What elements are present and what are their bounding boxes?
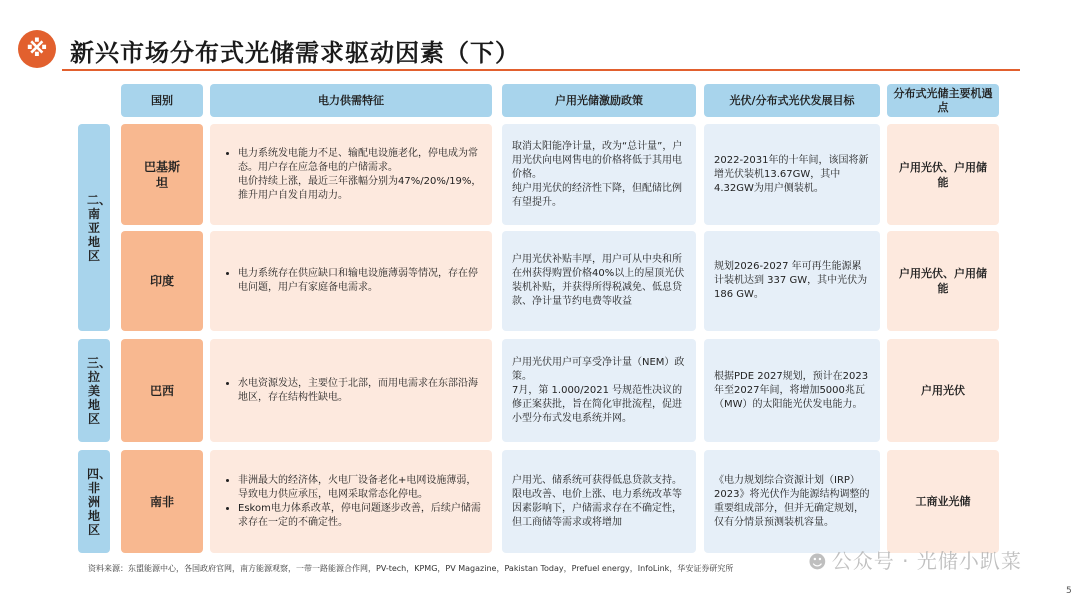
title-divider (62, 69, 1020, 71)
column-header-opportunity: 分布式光储主要机遇点 (887, 84, 999, 117)
watermark: ☻ 公众号 · 光储小趴菜 (808, 549, 1022, 573)
policy-south-africa: 户用光、储系统可获得低息贷款支持。 限电改善、电价上涨、电力系统改革等因素影响下，户储需求存在不确定性，但工商储等需求或将增加 (502, 450, 696, 553)
country-india: 印度 (121, 231, 203, 331)
source-note: 资料来源：东盟能源中心，各国政府官网，南方能源观察，一带一路能源合作网，PV-tech，KPMG，PV Magazine，Pakistan Today，Prefuel energy，InfoLink，华安证券研究所 (88, 564, 734, 573)
section-badge-icon: ※ (18, 30, 56, 68)
policy-india: 户用光伏补贴丰厚，用户可从中央和所在州获得购置价格40%以上的屋顶光伏装机补贴，并获得所得税减免、低息贷款、净计量节约电费等收益 (502, 231, 696, 331)
country-south-africa: 南非 (121, 450, 203, 553)
opportunity-pakistan: 户用光伏、户用储能 (887, 124, 999, 225)
policy-pakistan: 取消太阳能净计量，改为“总计量”，户用光伏向电网售电的价格将低于其用电价格。 纯户用光伏的经济性下降，但配储比例有望提升。 (502, 124, 696, 225)
page-number: 5 (1066, 586, 1072, 596)
opportunity-south-africa: 工商业光储 (887, 450, 999, 553)
region-label-africa: 四、非洲地区 (78, 450, 110, 553)
column-header-target: 光伏/分布式光伏发展目标 (704, 84, 880, 117)
column-header-supply-demand: 电力供需特征 (210, 84, 492, 117)
policy-brazil: 户用光伏用户可享受净计量（NEM）政策。 7月，第 1.000/2021 号规范性决议的修正案获批，旨在简化审批流程，促进小型分布式发电系统并网。 (502, 339, 696, 442)
region-label-latin-america: 三、拉美地区 (78, 339, 110, 442)
page-title: 新兴市场分布式光储需求驱动因素（下） (70, 39, 520, 67)
country-pakistan: 巴基斯坦 (121, 124, 203, 225)
supply-demand-south-africa: • 非洲最大的经济体，火电厂设备老化+电网设施薄弱，导致电力供应承压，电网采取常态化停电。 • Eskom电力体系改革，停电问题逐步改善，后续户储需求存在一定的不确定性。 (210, 450, 492, 553)
supply-demand-brazil: • 水电资源发达，主要位于北部，而用电需求在东部沿海地区，存在结构性缺电。 (210, 339, 492, 442)
opportunity-india: 户用光伏、户用储能 (887, 231, 999, 331)
opportunity-brazil: 户用光伏 (887, 339, 999, 442)
target-india: 规划2026-2027 年可再生能源累计装机达到 337 GW，其中光伏为 186 GW。 (704, 231, 880, 331)
supply-demand-india: • 电力系统存在供应缺口和输电设施薄弱等情况，存在停电问题，用户有家庭备电需求。 (210, 231, 492, 331)
region-label-south-asia: 二、南亚地区 (78, 124, 110, 331)
supply-demand-pakistan: • 电力系统发电能力不足、输配电设施老化，停电成为常态。用户存在应急备电的户储需求。 电价持续上涨，最近三年涨幅分别为47%/20%/19%，推升用户自发自用动力。 (210, 124, 492, 225)
target-brazil: 根据PDE 2027规划，预计在2023年至2027年间，将增加5000兆瓦（MW）的太阳能光伏发电能力。 (704, 339, 880, 442)
column-header-policy: 户用光储激励政策 (502, 84, 696, 117)
wechat-icon: ☻ (808, 552, 828, 573)
target-south-africa: 《电力规划综合资源计划（IRP）2023》将光伏作为能源结构调整的重要组成部分，但并无确定规划，仅有分情景预测装机容量。 (704, 450, 880, 553)
column-header-country: 国别 (121, 84, 203, 117)
country-brazil: 巴西 (121, 339, 203, 442)
target-pakistan: 2022-2031年的十年间，该国将新增光伏装机13.67GW，其中4.32GW为用户侧装机。 (704, 124, 880, 225)
